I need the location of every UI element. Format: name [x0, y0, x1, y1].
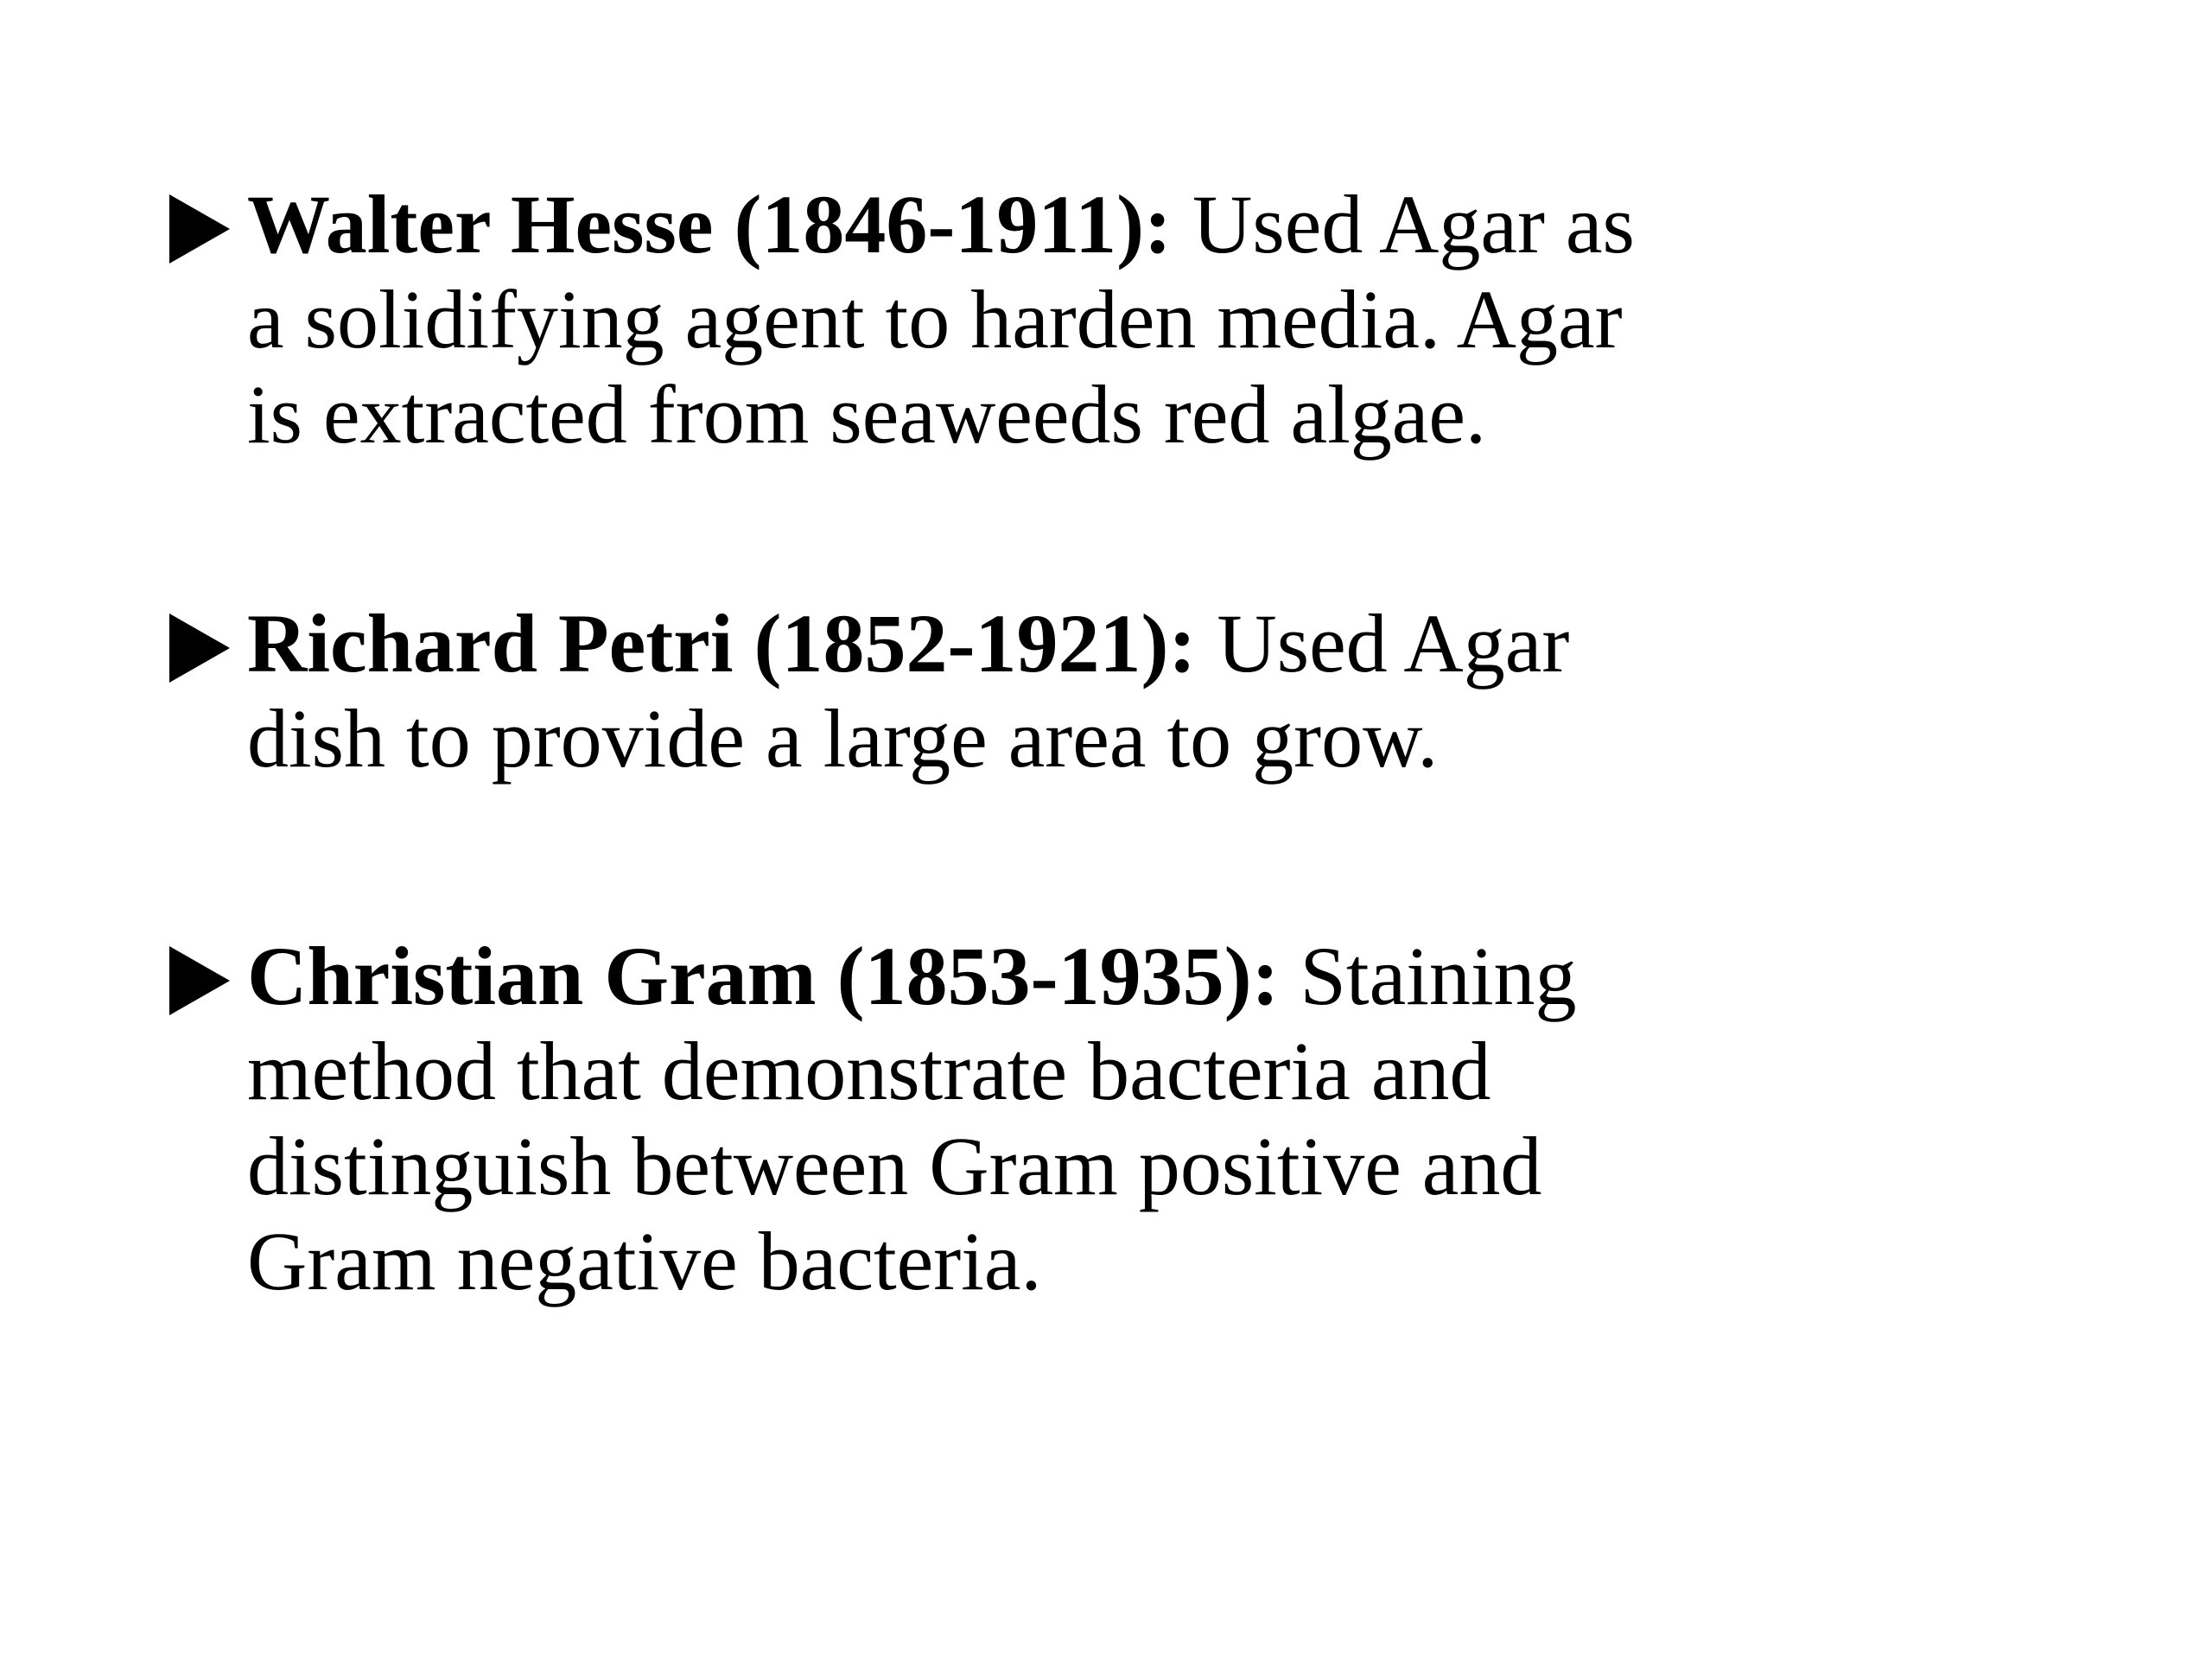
- bullet-line: distinguish between Gram positive and: [247, 1120, 1542, 1212]
- bullet-line: a solidifying agent to harden media. Agar: [247, 273, 1623, 365]
- bullet-lead: Richard Petri (1852-1921):: [247, 597, 1197, 690]
- bullet-line: is extracted from seaweeds red algae.: [247, 368, 1486, 461]
- bullet-text: Used Agar: [1196, 597, 1570, 690]
- bullet-line: [247, 929, 1789, 1024]
- bullet-line: Gram negative bacteria.: [247, 1215, 1042, 1307]
- bullet-lead: Walter Hesse (1846-1911):: [247, 178, 1173, 270]
- bullet-line: method that demonstrate bacteria and: [247, 1025, 1491, 1117]
- bullet-text: Used Agar as: [1172, 178, 1635, 270]
- play-triangle-icon: [169, 613, 230, 683]
- bullet-christian-gram: [164, 929, 1789, 1309]
- bullet-line: [247, 177, 1789, 272]
- bullet-list: [164, 177, 1789, 1309]
- play-triangle-icon: [169, 946, 230, 1015]
- bullet-walter-hesse: [164, 177, 1789, 462]
- bullet-text: Staining: [1279, 930, 1577, 1022]
- bullet-lead: Christian Gram (1853-1935):: [247, 930, 1280, 1022]
- bullet-line: dish to provide a large area to grow.: [247, 692, 1439, 785]
- bullet-line: [247, 596, 1789, 691]
- play-triangle-icon: [169, 194, 230, 264]
- bullet-richard-petri: [164, 596, 1789, 786]
